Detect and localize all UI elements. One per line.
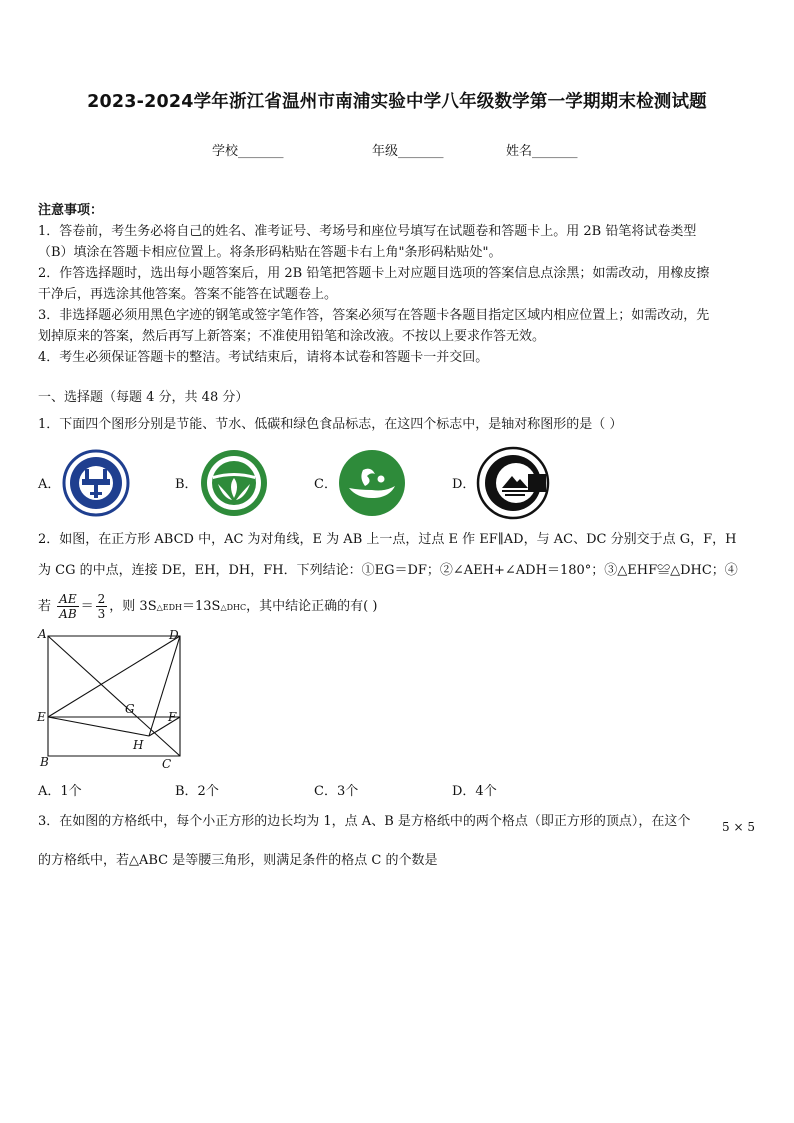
subscript: △DHC — [220, 603, 247, 612]
label-e: E — [37, 710, 46, 724]
section-heading: 一、选择题（每题 4 分，共 48 分） — [38, 390, 249, 405]
label-f: F — [168, 710, 177, 724]
q2-option-d: D．4个 — [452, 784, 497, 799]
grade-field: 年级_______ — [372, 144, 444, 159]
note-line: 3．非选择题必须用黑色字迹的钢笔或签字笔作答，答案必须写在答题卡各题目指定区域内相应位置上；如需改动，先 — [38, 308, 710, 323]
label-b: B — [40, 755, 49, 769]
q2-option-a: A．1个 — [38, 784, 82, 799]
fraction-denominator: 3 — [97, 607, 106, 621]
fraction-numerator: 2 — [97, 592, 106, 606]
segment-eh — [48, 717, 149, 736]
question-2-line-3 — [38, 590, 377, 625]
q2-option-c: C．3个 — [314, 784, 359, 799]
question-2-line-1: 2．如图，在正方形 ABCD 中，AC 为对角线，E 为 AB 上一点，过点 E 作 EF∥AD，与 AC、DC 分别交于点 G，F，H — [38, 532, 737, 547]
energy-saving-logo-icon — [61, 448, 131, 522]
school-field: 学校_______ — [212, 144, 284, 159]
q2-text: ，其中结论正确的有( ) — [246, 599, 378, 614]
square-geometry-figure — [32, 626, 192, 778]
grid-size-expression: 5 × 5 — [722, 820, 755, 834]
question-2-line-2: 为 CG 的中点，连接 DE，EH，DH，FH．下列结论：①EG＝DF；②∠AEH+∠ADH＝180°；③△EHF≌△DHC；④ — [38, 563, 738, 578]
name-field: 姓名_______ — [506, 144, 578, 159]
label-g: G — [125, 702, 135, 716]
q1-option-c-label: C． — [314, 477, 337, 492]
q2-text: 若 — [38, 599, 52, 614]
q2-option-b: B．2个 — [175, 784, 219, 799]
question-3-line-1: 3．在如图的方格纸中，每个小正方形的边长均为 1，点 A、B 是方格纸中的两个格点（即正方形的顶点），在这个 — [38, 814, 691, 829]
exam-title: 2023-2024学年浙江省温州市南浦实验中学八年级数学第一学期期末检测试题 — [87, 92, 707, 112]
note-line: （B）填涂在答题卡相应位置上。将条形码粘贴在答题卡右上角"条形码粘贴处"。 — [38, 245, 502, 260]
fraction-two-thirds — [96, 592, 108, 621]
notes-heading: 注意事项： — [38, 203, 104, 218]
note-line: 4．考生必须保证答题卡的整洁。考试结束后，请将本试卷和答题卡一并交回。 — [38, 350, 489, 365]
question-3-line-2: 的方格纸中，若△ABC 是等腰三角形，则满足条件的格点 C 的个数是 — [38, 853, 438, 868]
question-1-text: 1．下面四个图形分别是节能、节水、低碳和绿色食品标志，在这四个标志中，是轴对称图形的是（ ） — [38, 417, 623, 432]
q2-text: ＝13S — [182, 599, 221, 614]
segment-de — [48, 636, 180, 717]
label-d: D — [169, 628, 179, 642]
note-line: 干净后，再选涂其他答案。答案不能答在试题卷上。 — [38, 287, 338, 302]
label-h: H — [133, 738, 144, 752]
note-line: 1．答卷前，考生务必将自己的姓名、准考证号、考场号和座位号填写在试题卷和答题卡上。用 2B 铅笔将试卷类型 — [38, 224, 697, 239]
label-c: C — [162, 757, 172, 771]
q1-option-a-label: A． — [38, 477, 61, 492]
q2-text: ，则 3S — [109, 599, 157, 614]
note-line: 划掉原来的答案，然后再写上新答案；不准使用铅笔和涂改液。不按以上要求作答无效。 — [38, 329, 546, 344]
fraction-numerator: AE — [57, 592, 78, 607]
note-line: 2．作答选择题时，选出每小题答案后，用 2B 铅笔把答题卡上对应题目选项的答案信息点涂黑；如需改动，用橡皮擦 — [38, 266, 710, 281]
label-a: A — [38, 627, 47, 641]
water-saving-logo-icon — [199, 448, 269, 522]
low-carbon-logo-icon — [337, 448, 407, 522]
diagonal-ac — [48, 636, 180, 756]
equals-sign: ＝ — [80, 599, 94, 614]
q1-option-b-label: B． — [175, 477, 198, 492]
fraction-denominator: AB — [59, 607, 77, 621]
q1-option-d-label: D． — [452, 477, 476, 492]
subscript: △EDH — [156, 603, 182, 612]
fraction-ae-ab — [57, 592, 78, 621]
green-food-logo-icon — [476, 446, 550, 524]
